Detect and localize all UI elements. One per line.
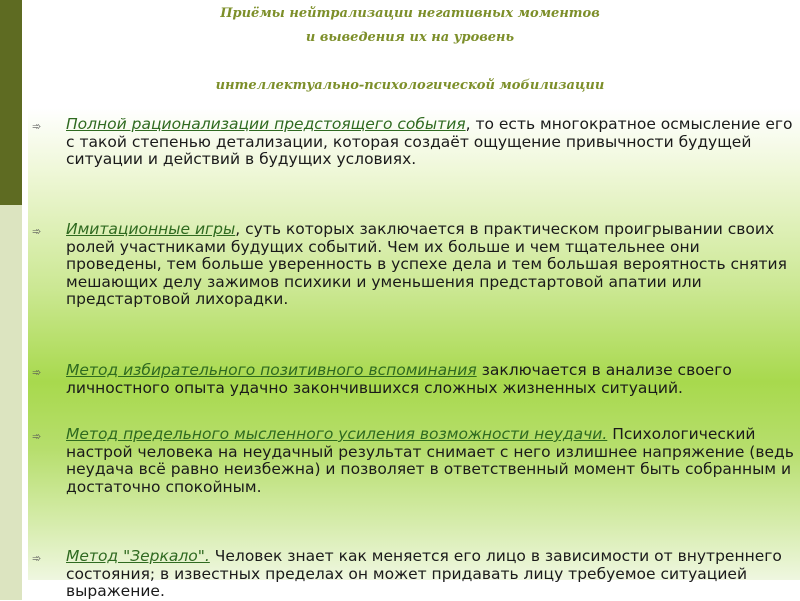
arrow-bullet-icon: ➾	[32, 366, 42, 379]
list-item-lead: Полной рационализации предстоящего события	[66, 115, 466, 133]
list-item-text	[66, 116, 796, 169]
arrow-bullet-icon: ➾	[32, 430, 42, 443]
list-item-lead: Метод предельного мысленного усиления возможности неудачи.	[66, 425, 608, 443]
accent-bar-light-segment	[0, 205, 22, 600]
arrow-bullet-icon: ➾	[32, 120, 42, 133]
list-item-text	[66, 548, 796, 601]
left-accent-bar	[0, 0, 22, 600]
list-item-text	[66, 362, 796, 397]
list-item-lead: Метод "Зеркало".	[66, 547, 210, 565]
list-item-body: , то есть многократное осмысление его с такой степенью детализации, которая создаёт ощущение привычности будущей ситуации и действий в будущих условиях.	[66, 115, 793, 168]
list-item-text	[66, 221, 796, 309]
list-item-lead: Имитационные игры	[66, 220, 236, 238]
title-line-3: интеллектуально-психологической мобилизации	[215, 78, 605, 93]
content-panel	[28, 108, 800, 580]
arrow-bullet-icon: ➾	[32, 225, 42, 238]
list-item-body: , суть которых заключается в практическом проигрывании своих ролей участниками будущих событий. Чем их больше и чем тщательнее они проведены, тем больше уверенность в успехе дела и тем большая вероятность снятия мешающих делу зажимов психики и уменьшения предстартовой апатии или предстартовой лихорадки.	[66, 220, 787, 308]
list-item-lead: Метод избирательного позитивного вспоминания	[66, 361, 477, 379]
list-item-body: Человек знает как меняется его лицо в зависимости от внутреннего состояния; в известных пределах он может придавать лицу требуемое ситуацией выражение.	[66, 547, 782, 600]
title-line-1: Приёмы нейтрализации негативных моментов	[220, 6, 600, 21]
list-item-text	[66, 426, 796, 496]
accent-bar-dark-segment	[0, 0, 22, 205]
slide-title	[60, 0, 760, 105]
arrow-bullet-icon: ➾	[32, 552, 42, 565]
title-line-2: и выведения их на уровень	[305, 30, 515, 45]
list-item-body: Психологический настрой человека на неудачный результат снимает с него излишнее напряжение (ведь неудача всё равно неизбежна) и позволяет в ответственный момент быть собранным и достаточно спокойным.	[66, 425, 794, 496]
list-item-body: заключается в анализе своего личностного опыта удачно закончившихся сложных жизненных ситуаций.	[66, 361, 732, 397]
